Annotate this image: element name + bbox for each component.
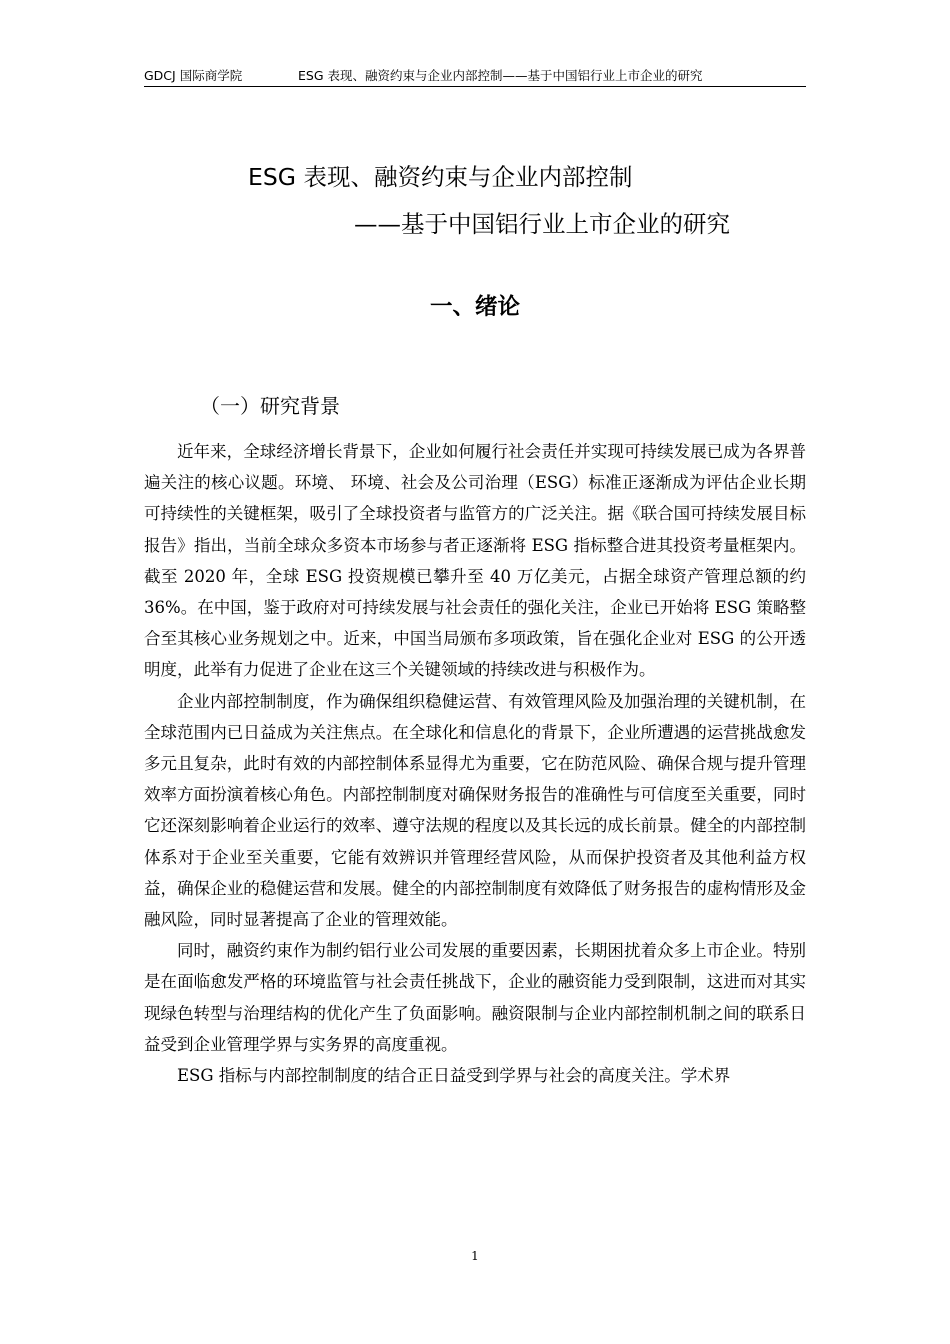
page-number: 1: [471, 1249, 479, 1263]
section-heading: （一）研究背景: [200, 394, 340, 418]
body-text: [144, 436, 806, 1091]
paper-title: ESG 表现、融资约束与企业内部控制: [248, 163, 633, 191]
header-running-title: ESG 表现、融资约束与企业内部控制——基于中国铝行业上市企业的研究: [298, 68, 703, 83]
paragraph: 企业内部控制制度，作为确保组织稳健运营、有效管理风险及加强治理的关键机制，在全球范围内已日益成为关注焦点。在全球化和信息化的背景下，企业所遭遇的运营挑战愈发多元且复杂，此时有效的内部控制体系显得尤为重要，它在防范风险、确保合规与提升管理效率方面扮演着核心角色。内部控制制度对确保财务报告的准确性与可信度至关重要，同时它还深刻影响着企业运行的效率、遵守法规的程度以及其长远的成长前景。健全的内部控制体系对于企业至关重要，它能有效辨识并管理经营风险，从而保护投资者及其他利益方权益，确保企业的稳健运营和发展。健全的内部控制制度有效降低了财务报告的虚构情形及金融风险，同时显著提高了企业的管理效能。: [144, 691, 806, 930]
paragraph: 同时，融资约束作为制约铝行业公司发展的重要因素，长期困扰着众多上市企业。特别是在面临愈发严格的环境监管与社会责任挑战下，企业的融资能力受到限制，这进而对其实现绿色转型与治理结构的优化产生了负面影响。融资限制与企业内部控制机制之间的联系日益受到企业管理学界与实务界的高度重视。: [144, 941, 806, 1054]
chapter-heading: 一、绪论: [429, 294, 520, 320]
paragraph: 近年来，全球经济增长背景下，企业如何履行社会责任并实现可持续发展已成为各界普遍关注的核心议题。环境、 环境、社会及公司治理（ESG）标准正逐渐成为评估企业长期可持续性的关键框架，吸引了全球投资者与监管方的广泛关注。据《联合国可持续发展目标报告》指出，当前全球众多资本市场参与者正逐渐将 ESG 指标整合进其投资考量框架内。截至 2020 年，全球 ESG 投资规模已攀升至 40 万亿美元，占据全球资产管理总额的约 36%。在中国，鉴于政府对可持续发展与社会责任的强化关注，企业已开始将 ESG 策略整合至其核心业务规划之中。近来，中国当局颁布多项政策，旨在强化企业对 ESG 的公开透明度，此举有力促进了企业在这三个关键领域的持续改进与积极作为。: [144, 442, 806, 680]
header-institution: GDCJ 国际商学院: [144, 68, 243, 83]
paragraph: ESG 指标与内部控制制度的结合正日益受到学界与社会的高度关注。学术界: [177, 1066, 731, 1086]
paper-subtitle: ——基于中国铝行业上市企业的研究: [354, 210, 730, 238]
running-header: [144, 68, 806, 87]
